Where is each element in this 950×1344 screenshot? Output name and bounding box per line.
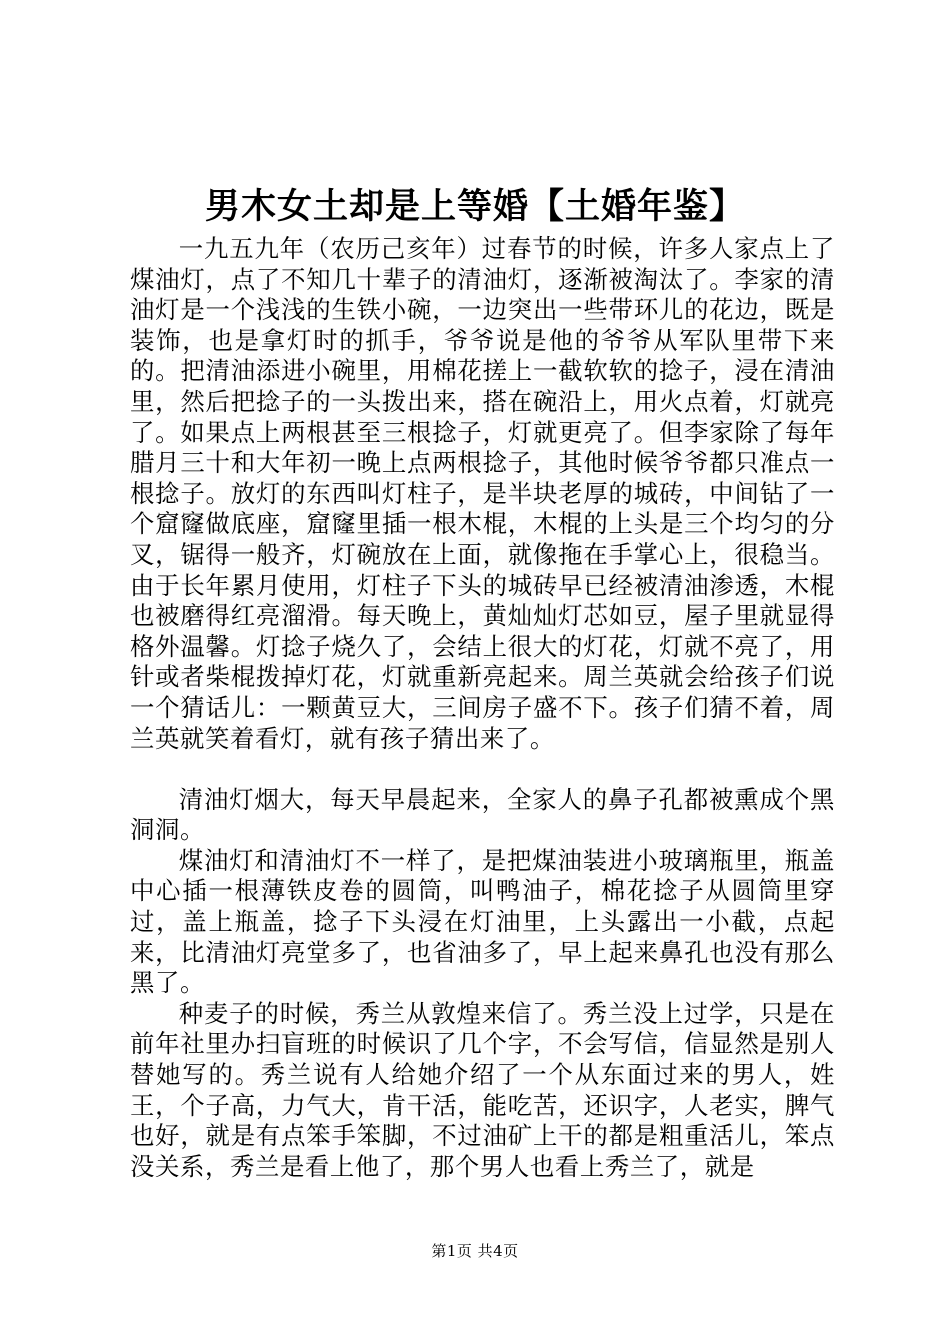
paragraph-oil-lamp: 一九五九年（农历己亥年）过春节的时候，许多人家点上了煤油灯，点了不知几十辈子的清油灯，逐渐被淘汰了。李家的清油灯是一个浅浅的生铁小碗，一边突出一些带环儿的花边，既是装饰，也是拿灯时的抓手，爷爷说是他的爷爷从军队里带下来的。把清油添进小碗里，用棉花搓上一截软软的捻子，浸在清油里，然后把捻子的一头拨出来，搭在碗沿上，用火点着，灯就亮了。如果点上两根甚至三根捻子，灯就更亮了。但李家除了每年腊月三十和大年初一晚上点两根捻子，其他时候爷爷都只准点一根捻子。放灯的东西叫灯柱子，是半块老厚的城砖，中间钻了一个窟窿做底座，窟窿里插一根木棍，木棍的上头是三个均匀的分叉，锯得一般齐，灯碗放在上面，就像拖在手掌心上，很稳当。由于长年累月使用，灯柱子下头的城砖早已经被清油渗透，木棍也被磨得红亮溜滑。每天晚上，黄灿灿灯芯如豆，屋子里就显得格外温馨。灯捻子烧久了，会结上很大的灯花，灯就不亮了，用针或者柴棍拨掉灯花，灯就重新亮起来。周兰英就会给孩子们说一个猜话儿：一颗黄豆大，三间房子盛不下。孩子们猜不着，周兰英就笑着看灯，就有孩子猜出来了。 xyxy=(130,234,835,753)
page-number-footer: 第1页 共4页 xyxy=(431,1242,519,1260)
paragraph-letter: 种麦子的时候，秀兰从敦煌来信了。秀兰没上过学，只是在前年社里办扫盲班的时候识了几个字，不会写信，信显然是别人替她写的。秀兰说有人给她介绍了一个从东面过来的男人，姓王，个子高，力气大，肯干活，能吃苦，还识字，人老实，脾气也好，就是有点笨手笨脚，不过油矿上干的都是粗重活儿，笨点没关系，秀兰是看上他了，那个男人也看上秀兰了，就是 xyxy=(130,998,835,1181)
paragraph-smoke: 清油灯烟大，每天早晨起来，全家人的鼻子孔都被熏成个黑洞洞。 xyxy=(130,784,835,845)
document-body xyxy=(130,234,835,1182)
paragraph-kerosene-lamp: 煤油灯和清油灯不一样了，是把煤油装进小玻璃瓶里，瓶盖中心插一根薄铁皮卷的圆筒，叫鸭油子，棉花捻子从圆筒里穿过，盖上瓶盖，捻子下头浸在灯油里，上头露出一小截，点起来，比清油灯亮堂多了，也省油多了，早上起来鼻孔也没有那么黑了。 xyxy=(130,845,835,998)
document-title: 男木女土却是上等婚【土婚年鉴】 xyxy=(204,187,745,227)
